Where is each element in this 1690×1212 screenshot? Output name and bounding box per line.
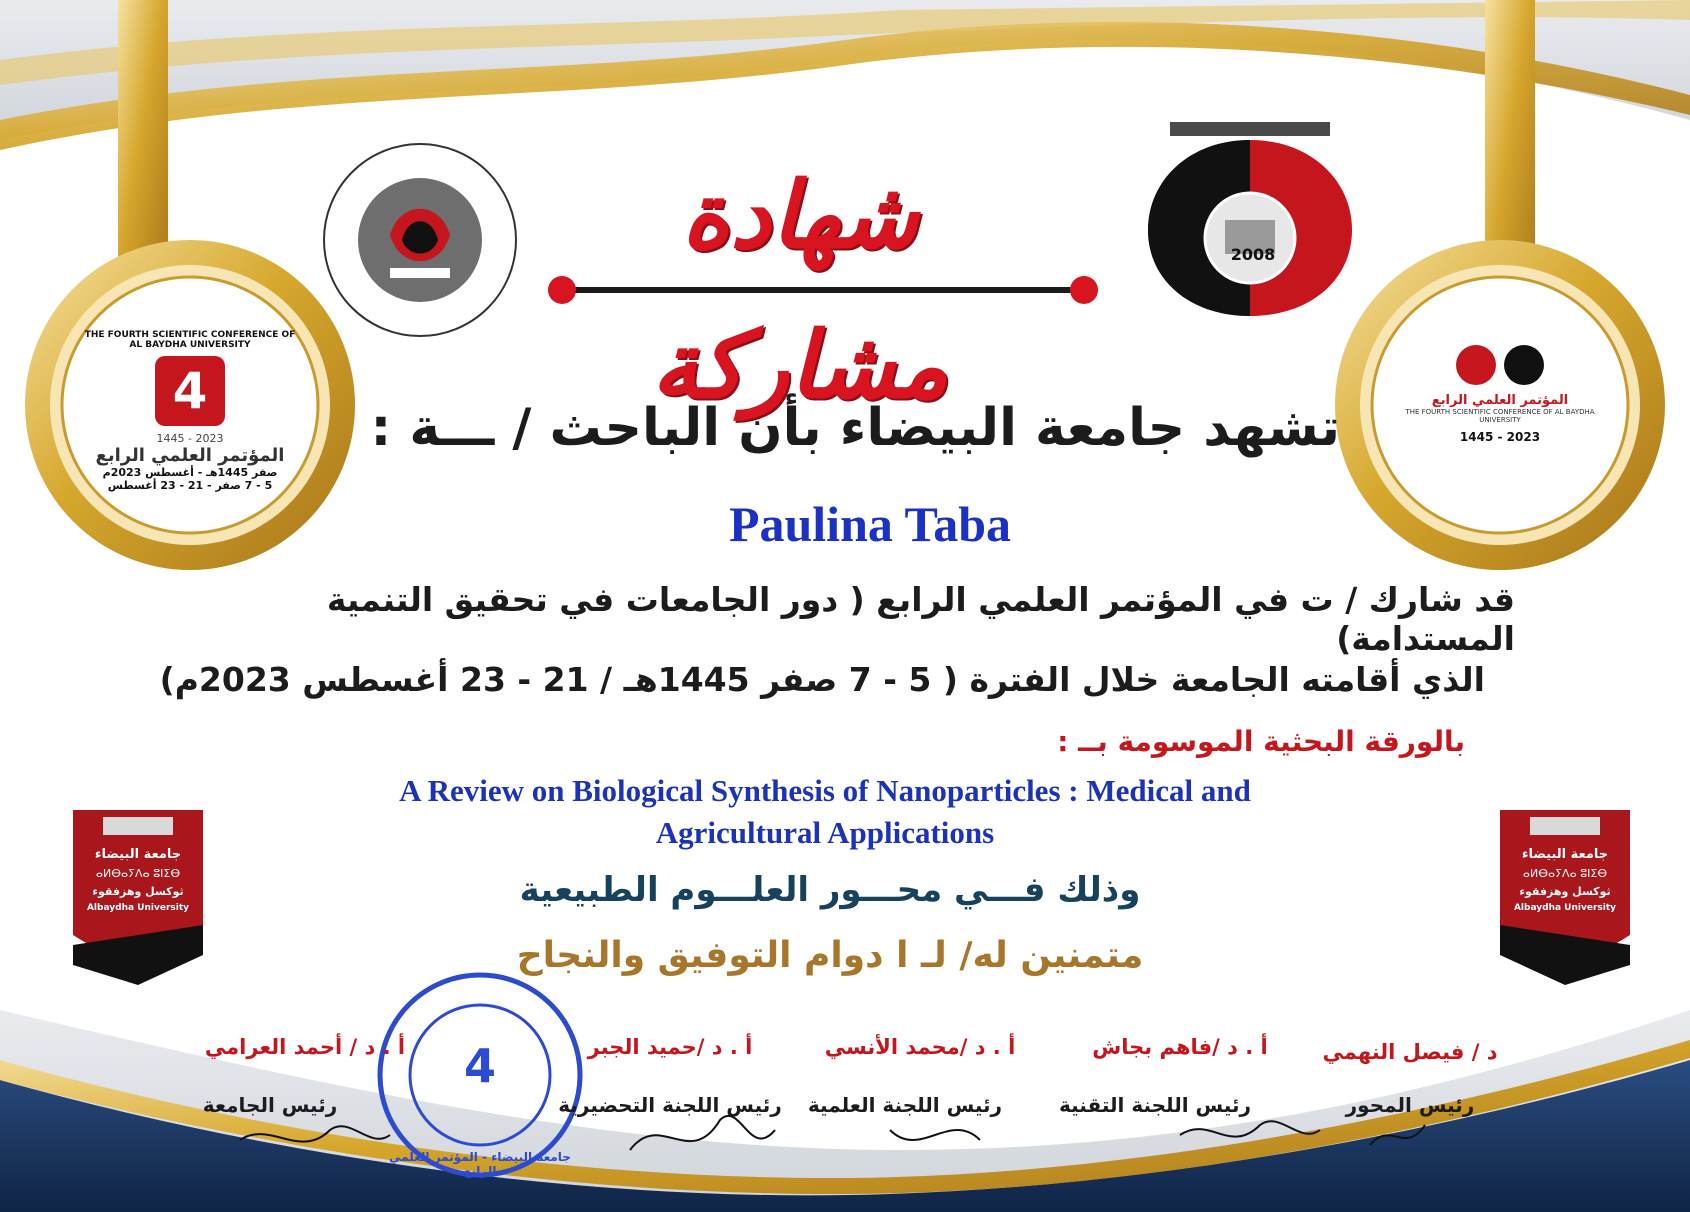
- paper-label: بالورقة البحثية الموسومة بــ :: [1057, 725, 1465, 758]
- title-dot-right: [1070, 276, 1098, 304]
- left-medal-content: [80, 330, 300, 492]
- left-university-shield: [68, 805, 208, 985]
- participation-line: قد شارك / ت في المؤتمر العلمي الرابع ( دور الجامعات في تحقيق التنمية المستدامة): [326, 580, 1515, 658]
- period-line: الذي أقامته الجامعة خلال الفترة ( 5 - 7 صفر 1445هـ / 21 - 23 أغسطس 2023م): [159, 660, 1485, 699]
- signature-role-3: رئيس اللجنة العلمية: [807, 1093, 1003, 1117]
- title-underline: [560, 287, 1080, 293]
- right-university-shield: [1495, 805, 1635, 985]
- axis-line: وذلك فـــي محـــور العلـــوم الطبيعية: [519, 870, 1141, 910]
- signature-name-5: أ . د / أحمد العرامي: [204, 1035, 406, 1059]
- right-shield-ar: جامعة البيضاء: [1521, 847, 1609, 862]
- right-medal-years: 1445 - 2023: [1459, 430, 1541, 444]
- svg-text:4: 4: [463, 1039, 497, 1093]
- university-logo-year: 2008: [1230, 245, 1276, 264]
- right-medal-logos: [1400, 345, 1600, 385]
- left-shield-en: Albaydha University: [86, 903, 190, 913]
- university-logo: [1130, 120, 1370, 320]
- conference-4-emblem: 4: [155, 356, 225, 426]
- right-shield-en: Albaydha University: [1513, 903, 1617, 913]
- left-shield-sub: ثوكسل وهزفقوء: [92, 885, 184, 898]
- right-medal-conference-icon: [1456, 345, 1496, 385]
- title-dot-left: [548, 276, 576, 304]
- signature-role-4: رئيس اللجنة التحضيرية: [558, 1093, 782, 1117]
- signature-name-1: د / فيصل النهمي: [1322, 1040, 1498, 1064]
- stamp-text: جامعة البيضاء - المؤتمر العلمي الرابع: [389, 1150, 571, 1178]
- certificate-title: شهادة مشاركة: [651, 161, 949, 419]
- right-medal-university-icon: [1504, 345, 1544, 385]
- right-medal-seal-ar: المؤتمر العلمي الرابع: [1431, 393, 1569, 408]
- right-shield-tifinagh: ⴰⵍⴱⴰⵢⴷⴰ ⵓⵏⵉⴱ: [1522, 867, 1608, 880]
- wishes-line: متمنين له/ لـ ا دوام التوفيق والنجاح: [516, 935, 1144, 976]
- testifies-line: تشهد جامعة البيضاء بأن الباحث / ـــة :: [370, 398, 1340, 458]
- signature-name-3: أ . د /محمد الأنسي: [824, 1035, 1016, 1059]
- right-shield-sub: ثوكسل وهزفقوء: [1519, 885, 1611, 898]
- left-medal-seal-en: THE FOURTH SCIENTIFIC CONFERENCE OF AL BAYDHA UNIVERSITY: [84, 330, 296, 350]
- left-medal-dates: صفر 1445هـ - أغسطس 2023م: [102, 466, 278, 479]
- signature-role-1: رئيس المحور: [1345, 1093, 1475, 1117]
- ministry-logo: [320, 140, 520, 340]
- participant-name: Paulina Taba: [728, 496, 1012, 552]
- right-medal-content: [1400, 345, 1600, 444]
- signature-name-4: أ . د /حميد الجبر: [587, 1035, 753, 1059]
- left-medal-range: 5 - 7 صفر - 21 - 23 أغسطس: [107, 479, 273, 492]
- left-medal-seal-ar: المؤتمر العلمي الرابع: [95, 445, 285, 466]
- paper-title: A Review on Biological Synthesis of Nanoparticles : Medical and Agricultural Applications: [399, 773, 1251, 850]
- left-shield-ar: جامعة البيضاء: [94, 847, 182, 862]
- left-shield-tifinagh: ⴰⵍⴱⴰⵢⴷⴰ ⵓⵏⵉⴱ: [95, 867, 181, 880]
- signature-role-5: رئيس الجامعة: [202, 1093, 338, 1117]
- signature-role-2: رئيس اللجنة التقنية: [1058, 1093, 1251, 1117]
- signature-strokes: [230, 1100, 1430, 1190]
- signature-name-2: أ . د /فاهم بجاش: [1092, 1035, 1268, 1059]
- right-medal-seal-en: THE FOURTH SCIENTIFIC CONFERENCE OF AL BAYDHA UNIVERSITY: [1405, 408, 1595, 424]
- left-medal-years: 1445 - 2023: [156, 432, 224, 445]
